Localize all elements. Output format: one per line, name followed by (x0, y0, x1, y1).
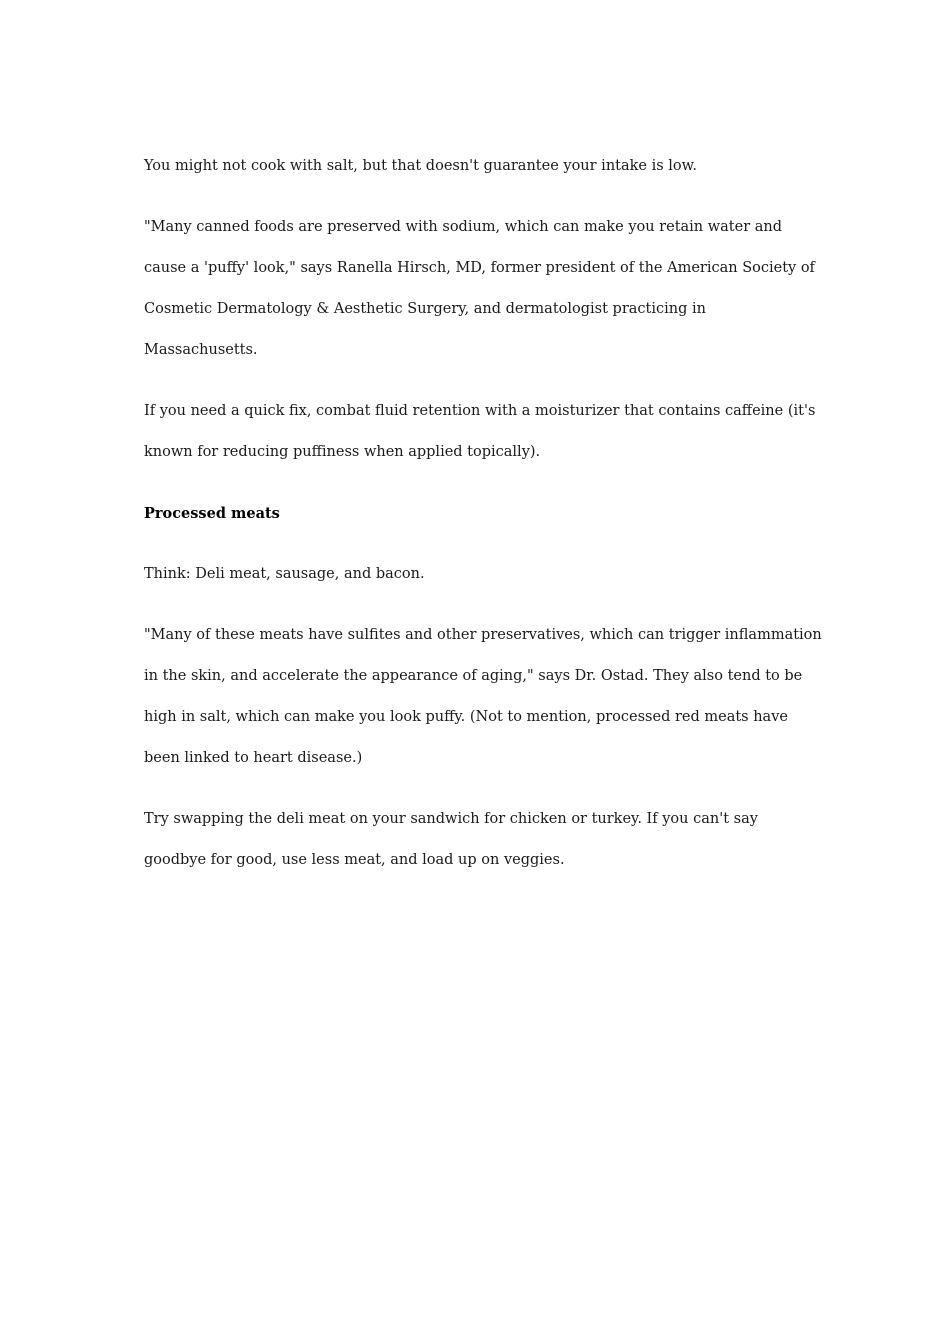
paragraph-think-deli: Think: Deli meat, sausage, and bacon. (144, 566, 425, 582)
paragraph-swap-suggestion: Try swapping the deli meat on your sandwich for chicken or turkey. If you can't say goodbye for good, use less meat, and load up on veggies. (144, 811, 758, 868)
paragraph-canned-foods-quote: "Many canned foods are preserved with sodium, which can make you retain water and cause a 'puffy' look," says Ranella Hirsch, MD, former president of the American Society of Cosmetic Dermatology & Aesthetic Surgery, and dermatologist practicing in Massachusetts. (144, 219, 815, 358)
heading-processed-meats: Processed meats (144, 505, 280, 522)
paragraph-sulfites-quote: "Many of these meats have sulfites and other preservatives, which can trigger inflammation in the skin, and accelerate the appearance of aging," says Dr. Ostad. They also tend to be high in salt, which can make you look puffy. (Not to mention, processed red meats have been linked to heart disease.) (144, 627, 822, 766)
article-body (144, 146, 824, 901)
paragraph-quick-fix: If you need a quick fix, combat fluid retention with a moisturizer that contains caffeine (it's known for reducing puffiness when applied topically). (144, 403, 816, 460)
paragraph-salt-intake: You might not cook with salt, but that doesn't guarantee your intake is low. (144, 158, 697, 174)
